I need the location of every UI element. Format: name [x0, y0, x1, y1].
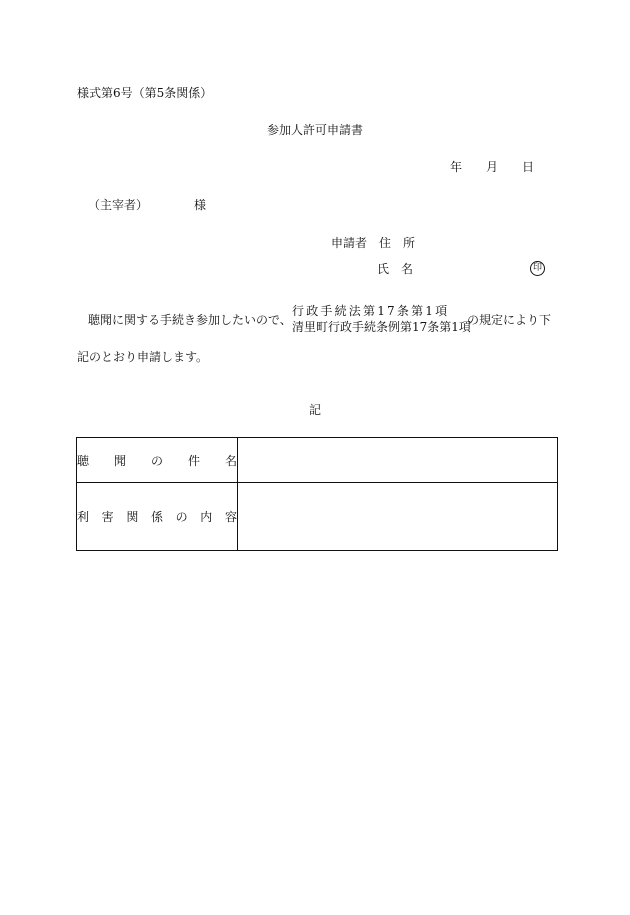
addressee [88, 198, 206, 212]
hearing-case-label [77, 438, 238, 483]
document-title: 参加人許可申請書 [266, 123, 363, 137]
body-continuation-text: 記のとおり申請します。 [77, 350, 209, 364]
applicant-label: 申請者 [331, 236, 368, 250]
law-reference-national: 行政手続法第17条第1項 [292, 304, 450, 318]
label-char: 聞 [113, 453, 126, 468]
date-day-label: 日 [522, 160, 535, 174]
note-heading: 記 [308, 403, 321, 417]
table-row [77, 438, 558, 483]
organizer-label: （主宰者） [88, 198, 149, 212]
label-char: の [175, 510, 188, 524]
label-char: 害 [101, 510, 114, 524]
applicant-name-label: 氏 名 [377, 262, 414, 276]
label-char: の [150, 453, 163, 468]
interest-content-label [77, 483, 238, 551]
label-char: 内 [200, 510, 213, 524]
body-lead-text: 聴聞に関する手続き参加したいので、 [88, 313, 292, 327]
applicant-address-row [331, 236, 415, 250]
honorific: 様 [194, 198, 207, 212]
law-reference-stack [292, 303, 471, 335]
label-char: 係 [150, 510, 163, 524]
label-char: 容 [224, 510, 237, 524]
label-char: 利 [77, 510, 90, 524]
date-year-label: 年 [450, 160, 463, 174]
label-char: 関 [126, 510, 139, 524]
body-tail-text: の規定により下 [467, 313, 552, 327]
label-char: 聴 [77, 453, 90, 468]
hearing-case-value [238, 438, 558, 483]
table-row [77, 483, 558, 551]
date-month-label: 月 [486, 160, 499, 174]
detail-table [76, 437, 558, 551]
address-label: 住 所 [379, 236, 416, 250]
seal-mark: 印 [530, 261, 545, 276]
label-char: 名 [224, 453, 237, 468]
date-line [450, 160, 534, 174]
form-number: 様式第6号（第5条関係） [77, 86, 213, 100]
law-reference-town-ordinance: 清里町行政手続条例第17条第1項 [292, 320, 471, 334]
label-char: 件 [187, 453, 200, 468]
interest-content-value [238, 483, 558, 551]
